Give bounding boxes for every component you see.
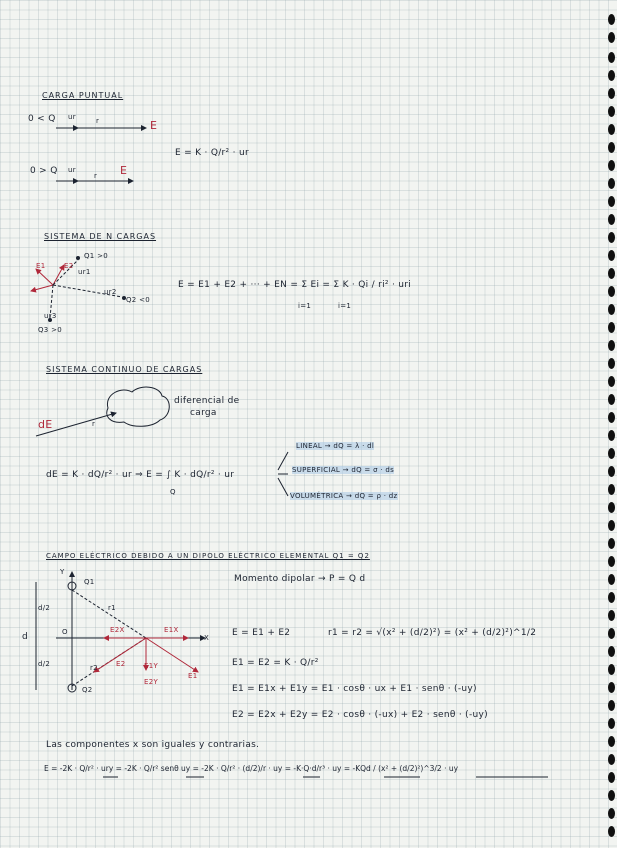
e1x-label: E1X (164, 626, 179, 634)
r-label-3: r (92, 420, 96, 428)
dipole-q2-label: Q2 (82, 686, 93, 694)
e-label-1: E (150, 119, 158, 132)
e2-label: E2 (64, 262, 74, 270)
coulomb-formula: E = K · Q/r² · ur (175, 148, 249, 158)
lineal-density: LINEAL → dQ = λ · dl (296, 442, 375, 450)
dipole-moment: Momento dipolar → P = Q d (234, 574, 366, 584)
charge-cloud (107, 387, 169, 426)
section-title-n-cargas: SISTEMA DE N CARGAS (44, 232, 157, 241)
e1-label: E1 (36, 262, 46, 270)
dipole-q1-label: Q1 (84, 578, 95, 586)
eq-e2-components: E2 = E2x + E2y = E2 · cosθ · (-ux) + E2 · senθ · (-uy) (232, 710, 488, 720)
e1-field-label: E1 (188, 672, 198, 680)
r-label-1: r (96, 117, 100, 125)
ur-label-2: ur (68, 166, 76, 174)
e2y-label: E2Y (144, 678, 159, 686)
q1-label: Q1 >0 (84, 252, 109, 260)
e2-field-label: E2 (116, 660, 126, 668)
components-note: Las componentes x son iguales y contrarias. (46, 740, 260, 750)
eq-field-sum: E = E1 + E2 (232, 628, 291, 638)
final-result: E = -2K · Q/r² · ury = -2K · Q/r² senθ uy = -2K · Q/r² · (d/2)/r · uy = -K·Q·d/r³ · uy = -KQd / (x² + (d/2)²)^3/2 · uy (44, 764, 459, 773)
integral-limit: Q (170, 488, 176, 496)
q3-label: Q3 >0 (38, 326, 63, 334)
superficial-density: SUPERFICIAL → dQ = σ · ds (292, 466, 395, 474)
half-d-upper: d/2 (38, 604, 51, 612)
ur2-label: ur2 (104, 288, 117, 296)
r2-label: r2 (90, 664, 98, 672)
r1-line (72, 590, 146, 638)
r-label-2: r (94, 172, 98, 180)
eq-distances: r1 = r2 = √(x² + (d/2)²) = (x² + (d/2)²)^1/2 (328, 628, 537, 638)
e-label-2: E (120, 164, 128, 177)
ur1-label: ur1 (78, 268, 91, 276)
branch-brace (278, 452, 288, 496)
section-title-continuo: SISTEMA CONTINUO DE CARGAS (46, 365, 203, 374)
negative-charge-label: 0 > Q (30, 166, 58, 176)
ur3-label: ur3 (44, 312, 57, 320)
e2x-label: E2X (110, 626, 125, 634)
d-label: d (22, 632, 29, 642)
q2-label: Q2 <0 (126, 296, 151, 304)
half-d-lower: d/2 (38, 660, 51, 668)
sum-lower-limit-1: i=1 (298, 302, 312, 310)
field-integral-formula: dE = K · dQ/r² · ur ⇒ E = ∫ K · dQ/r² · ur (46, 470, 235, 480)
section-title-carga-puntual: CARGA PUNTUAL (42, 91, 124, 100)
eq-magnitudes: E1 = E2 = K · Q/r² (232, 658, 319, 668)
r1-label: r1 (108, 604, 116, 612)
eq-e1-components: E1 = E1x + E1y = E1 · cosθ · ux + E1 · senθ · (-uy) (232, 684, 477, 694)
note-carga: carga (190, 408, 217, 418)
origin-label: O (62, 628, 68, 636)
e1-vector (36, 269, 53, 285)
de-label: dE (38, 418, 53, 431)
y-axis-label: Y (60, 568, 65, 576)
section-title-dipolo: CAMPO ELÉCTRICO DEBIDO A UN DIPOLO ELÉCTRICO ELEMENTAL Q1 = Q2 (46, 552, 370, 560)
volumetric-density: VOLUMÉTRICA → dQ = ρ · dz (290, 492, 398, 500)
e2-vector (53, 265, 64, 285)
superposition-formula: E = E1 + E2 + ··· + EN = Σ Ei = Σ K · Qi / ri² · uri (178, 280, 412, 290)
ur-label-1: ur (68, 113, 76, 121)
note-diferencial: diferencial de (174, 396, 240, 406)
sum-lower-limit-2: i=1 (338, 302, 352, 310)
e1y-label: E1Y (144, 662, 159, 670)
x-axis-label: X (204, 634, 210, 642)
e3-vector (31, 285, 53, 291)
positive-charge-label: 0 < Q (28, 114, 56, 124)
charge-q1 (76, 256, 80, 260)
